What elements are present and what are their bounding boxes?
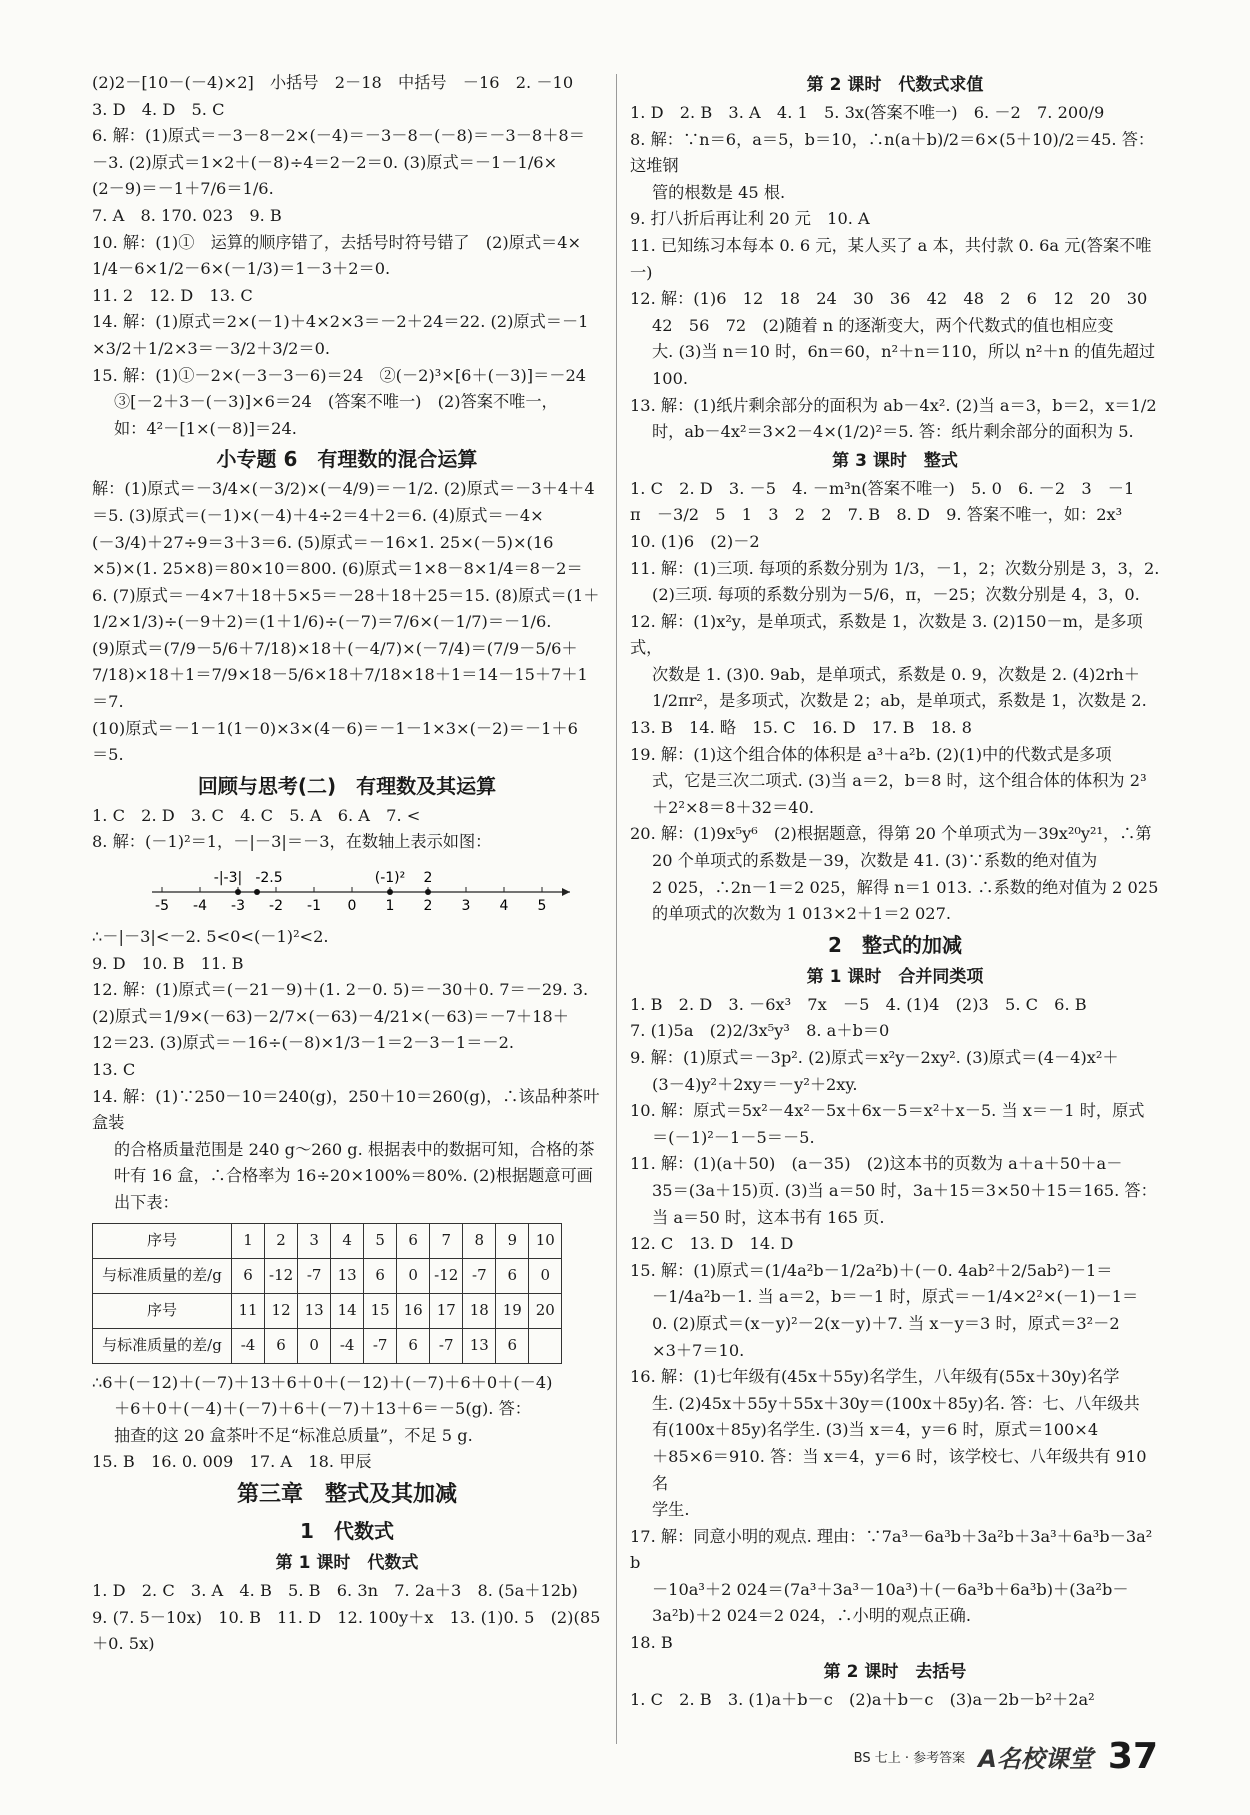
number-line-svg [142,858,602,920]
answer-line: 1. C 2. D 3. C 4. C 5. A 6. A 7. < [92,805,421,825]
answer-line: 11. 已知练习本每本 0. 6 元，某人买了 a 本，共付款 0. 6a 元(答案不唯一) [630,235,1152,282]
table-cell: -7 [364,1328,397,1363]
section-heading: 小专题 6 有理数的混合运算 [216,447,478,472]
column-divider [616,74,617,1744]
answer-line: ＝(－1)²－1－5＝－5. [652,1127,815,1147]
answer-line: 叶有 16 盒，∴合格率为 16÷20×100%＝80%. (2)根据题意可画 [114,1166,593,1186]
answer-line: 3. D 4. D 5. C [92,99,225,119]
table-cell: 7 [430,1223,463,1258]
answer-line: 35＝(3a＋15)页. (3)当 a＝50 时，3a＋15＝3×50＋15＝165. 答： [652,1180,1157,1200]
number-line-point-label: -2.5 [255,870,283,887]
table-cell: -4 [232,1328,265,1363]
answer-line: (2－9)＝－1＋7/6＝1/6. [92,179,274,199]
answer-line: 1. C 2. D 3. －5 4. －m³n(答案不唯一) 5. 0 6. －2 3 －1 [630,478,1135,498]
section-heading: 第 2 课时 去括号 [823,1661,967,1682]
answer-line: ×3/2＋1/2×3＝－3/2＋3/2＝0. [92,338,331,358]
answer-line: 11. 解：(1)(a＋50) (a－35) (2)这本书的页数为 a＋a＋50＋a－ [630,1154,1123,1174]
answer-line: 10. 解：(1)① 运算的顺序错了，去括号时符号错了 (2)原式＝4× [92,232,582,252]
answer-line: 0. (2)原式＝(x－y)²－2(x－y)＋7. 当 x－y＝3 时，原式＝3²－2 [652,1313,1120,1333]
table-cell: -12 [265,1258,298,1293]
answer-line: 20 个单项式的系数是－39，次数是 41. (3)∵系数的绝对值为 [652,851,1098,871]
answer-line: 12. C 13. D 14. D [630,1234,794,1254]
table-cell: 13 [298,1293,331,1328]
footer-brand-logo: A名校课堂 [978,1745,1093,1773]
right-column [630,70,1160,1713]
answer-line: 12. 解：(1)6 12 18 24 30 36 42 48 2 6 12 20 30 [630,289,1148,309]
table-cell: 20 [529,1293,562,1328]
answer-line: (9)原式＝(7/9－5/6＋7/18)×18＋(－4/7)×(－7/4)＝(7/9－5/6＋ [92,638,578,658]
table-cell: 18 [463,1293,496,1328]
answer-line: －1/4a²b－1. 当 a＝2，b＝－1 时，原式＝－1/4×2²×(－1)－1＝ [652,1287,1139,1307]
answer-line: 19. 解：(1)这个组合体的体积是 a³＋a²b. (2)(1)中的代数式是多项 [630,744,1112,764]
table-cell: 15 [364,1293,397,1328]
section-heading: 第 3 课时 整式 [832,450,958,471]
footer-subject: BS 七上 · 参考答案 [853,1751,966,1766]
table-row [93,1223,562,1258]
answer-line: 17. 解：同意小明的观点. 理由：∵7a³－6a³b＋3a²b＋3a³＋6a³b－3a²b [630,1526,1153,1573]
table-cell: 9 [496,1223,529,1258]
answer-line: π －3/2 5 1 3 2 2 7. B 8. D 9. 答案不唯一，如：2x³ [630,505,1123,525]
answer-line: 的合格质量范围是 240 g～260 g. 根据表中的数据可知，合格的茶 [114,1139,595,1159]
answer-line: 抽查的这 20 盒茶叶不足“标准总质量”，不足 5 g. [114,1425,473,1445]
number-line-point-label: (-1)² [374,870,406,887]
answer-line: (－3/4)＋27÷9＝3＋3＝6. (5)原式＝－16×1. 25×(－5)×(16 [92,532,554,552]
number-line-point [254,889,260,895]
table-cell: 6 [265,1328,298,1363]
answer-line: 12＝23. (3)原式＝－16÷(－8)×1/3－1＝2－3－1＝－2. [92,1033,515,1053]
answer-line: 3a²b)＋2 024＝2 024，∴小明的观点正确. [652,1606,972,1626]
answer-line: 1/2πr²，是多项式，次数是 2；ab，是单项式，系数是 1，次数是 2. [652,691,1147,711]
answer-line: 10. (1)6 (2)－2 [630,531,760,551]
table-cell: 1 [232,1223,265,1258]
answer-line: 1/4－6×1/2－6×(－1/3)＝1－3＋2＝0. [92,259,391,279]
table-cell: 6 [496,1328,529,1363]
section-heading: 回顾与思考(二) 有理数及其运算 [197,773,497,798]
answer-line: 20. 解：(1)9x⁵y⁶ (2)根据题意，得第 20 个单项式为－39x²⁰y²¹，∴第 [630,824,1152,844]
section-heading: 第 1 课时 代数式 [275,1552,419,1573]
number-line-tick-label: 1 [385,898,395,915]
answer-line: 7/18)×18＋1＝7/9×18－5/6×18＋7/18×18＋1＝14－15＋7＋1＝7. [92,665,588,712]
answer-line: ×5)×(1. 25×8)＝80×10＝800. (6)原式＝1×8－8×1/4＝8－2＝ [92,559,583,579]
answer-line: 13. 解：(1)纸片剩余部分的面积为 ab－4x². (2)当 a＝3，b＝2，x＝1/2 [630,395,1157,415]
table-cell: 16 [397,1293,430,1328]
answer-line: 11. 解：(1)三项. 每项的系数分别为 1/3，－1，2；次数分别是 3，3，2. [630,558,1160,578]
answer-line: ＋85×6＝910. 答：当 x＝4，y＝6 时，该学校七、八年级共有 910 名 [652,1446,1152,1493]
table-cell: 6 [496,1258,529,1293]
table-cell: 3 [298,1223,331,1258]
answer-line: 100. [652,368,689,388]
table-cell: 12 [265,1293,298,1328]
answer-line: (2)三项. 每项的系数分别为－5/6，π，－25；次数分别是 4，3，0. [652,585,1140,605]
section-heading: 第 2 课时 代数式求值 [806,75,984,95]
left-column [92,70,602,1658]
answer-line: 12. 解：(1)原式＝(－21－9)＋(1. 2－0. 5)＝－30＋0. 7＝－29. 3. [92,980,589,1000]
table-cell: 0 [529,1258,562,1293]
answer-line: 2 025，∴2n－1＝2 025，解得 n＝1 013. ∴系数的绝对值为 2 025 [652,877,1159,897]
table-row-header: 与标准质量的差/g [93,1258,232,1293]
table-cell: -7 [298,1258,331,1293]
table-cell: 6 [397,1223,430,1258]
table-cell [529,1328,562,1363]
number-line-arrow [562,888,570,896]
answer-line: 次数是 1. (3)0. 9ab，是单项式，系数是 0. 9，次数是 2. (4)2rh＋ [652,664,1140,684]
table-cell: -7 [430,1328,463,1363]
answer-line: 15. B 16. 0. 009 17. A 18. 甲辰 [92,1452,372,1472]
table-cell: 0 [397,1258,430,1293]
number-line-tick-label: -5 [155,898,169,915]
page-footer [854,1736,1158,1777]
answer-line: ∴6＋(－12)＋(－7)＋13＋6＋0＋(－12)＋(－7)＋6＋0＋(－4) [92,1372,553,1392]
answer-line: 的单项式的次数为 1 013×2＋1＝2 027. [652,904,952,924]
answer-line: 6. 解：(1)原式＝－3－8－2×(－4)＝－3－8－(－8)＝－3－8＋8＝ [92,126,585,146]
answer-line: 9. 打八折后再让利 20 元 10. A [630,209,870,229]
number-line-tick-label: 4 [499,898,509,915]
answer-line: 13. C [92,1060,136,1079]
answer-line: (10)原式＝－1－1(1－0)×3×(4－6)＝－1－1×3×(－2)＝－1＋6 [92,718,578,738]
answer-line: ＋2²×8＝8＋32＝40. [652,797,815,817]
section-heading: 2 整式的加减 [828,932,962,957]
number-line-point-label: 2 [423,870,433,887]
answer-line: 1/2×1/3)÷(－9＋2)＝(1＋1/6)÷(－7)＝7/6×(－1/7)＝－1/6. [92,612,552,632]
answer-line: ×3＋7＝10. [652,1340,745,1360]
answer-line: 15. 解：(1)原式＝(1/4a²b－1/2a²b)＋(－0. 4ab²＋2/5ab²)－1＝ [630,1260,1113,1280]
answer-line: 9. D 10. B 11. B [92,953,244,973]
table-cell: 4 [331,1223,364,1258]
answer-line: 式，它是三次二项式. (3)当 a＝2，b＝8 时，这个组合体的体积为 2³ [652,771,1147,791]
number-line-point [387,889,393,895]
number-line-tick-label: 3 [461,898,471,915]
answer-line: 16. 解：(1)七年级有(45x＋55y)名学生，八年级有(55x＋30y)名学 [630,1367,1120,1387]
answer-line: ＝5. [92,745,124,765]
table-cell: 6 [364,1258,397,1293]
tea-weight-table [92,1223,562,1364]
answer-line: 解：(1)原式＝－3/4×(－3/2)×(－4/9)＝－1/2. (2)原式＝－3＋4＋4 [92,479,595,499]
answer-line: 13. B 14. 略 15. C 16. D 17. B 18. 8 [630,718,972,738]
answer-line: (2)原式＝1/9×(－63)－2/7×(－63)－4/21×(－63)＝－7＋18＋ [92,1006,569,1026]
table-cell: 6 [397,1328,430,1363]
table-cell: 17 [430,1293,463,1328]
answer-line: ∴－|－3|<－2. 5<0<(－1)²<2. [92,927,329,947]
table-cell: 2 [265,1223,298,1258]
table-cell: 0 [298,1328,331,1363]
answer-line: 大. (3)当 n＝10 时，6n＝60，n²＋n＝110，所以 n²＋n 的值先超过 [652,342,1156,362]
table-cell: -4 [331,1328,364,1363]
answer-line: 11. 2 12. D 13. C [92,285,253,305]
table-row-header: 序号 [93,1223,232,1258]
table-cell: 14 [331,1293,364,1328]
answer-line: (2)2－[10－(－4)×2] 小括号 2－18 中括号 －16 2. －10 [92,73,574,92]
answer-line: 7. (1)5a (2)2/3x⁵y³ 8. a＋b＝0 [630,1021,890,1041]
answer-line: 有(100x＋85y)名学生. (3)当 x＝4，y＝6 时，原式＝100×4 [652,1420,1099,1440]
table-cell: 8 [463,1223,496,1258]
table-row-header: 序号 [93,1293,232,1328]
section-heading: 第 1 课时 合并同类项 [806,966,984,987]
answer-line: 时，ab－4x²＝3×2－4×(1/2)²＝5. 答：纸片剩余部分的面积为 5. [652,422,1134,442]
number-line-point [235,889,241,895]
table-cell: 13 [463,1328,496,1363]
number-line-point-label: -|-3| [213,870,243,887]
answer-line: 1. B 2. D 3. －6x³ 7x －5 4. (1)4 (2)3 5. C 6. B [630,994,1087,1014]
answer-line: ＋6＋0＋(－4)＋(－7)＋6＋(－7)＋13＋6＝－5(g). 答： [114,1399,531,1419]
table-cell: 13 [331,1258,364,1293]
table-row [93,1258,562,1293]
number-line-figure [142,858,602,920]
answer-line: ③[－2＋3－(－3)]×6＝24 (答案不唯一) (2)答案不唯一， [114,392,558,412]
answer-line: －10a³＋2 024＝(7a³＋3a³－10a³)＋(－6a³b＋6a³b)＋(3a²b－ [652,1579,1129,1599]
answer-line: 1. D 2. B 3. A 4. 1 5. 3x(答案不唯一) 6. －2 7. 200/9 [630,103,1105,122]
answer-line: －3. (2)原式＝1×2＋(－8)÷4＝2－2＝0. (3)原式＝－1－1/6× [92,152,558,172]
page-number: 37 [1107,1736,1158,1777]
answer-line: 6. (7)原式＝－4×7＋18＋5×5＝－28＋18＋25＝15. (8)原式＝(1＋ [92,585,600,605]
table-cell: 19 [496,1293,529,1328]
answer-line: 18. B [630,1633,673,1653]
number-line-tick-label: -3 [231,898,245,915]
table-cell: 5 [364,1223,397,1258]
answer-line: 当 a＝50 时，这本书有 165 页. [652,1207,885,1227]
answer-line: 15. 解：(1)①－2×(－3－3－6)＝24 ②(－2)³×[6＋(－3)]＝－24 [92,365,587,385]
table-row [93,1293,562,1328]
section-heading: 1 代数式 [300,1518,394,1543]
table-cell: -7 [463,1258,496,1293]
number-line-tick-label: -1 [307,898,321,915]
section-heading: 第三章 整式及其加减 [236,1481,457,1507]
table-cell: 10 [529,1223,562,1258]
table-cell: -12 [430,1258,463,1293]
answer-line: 1. D 2. C 3. A 4. B 5. B 6. 3n 7. 2a＋3 8. (5a＋12b) [92,1580,578,1600]
number-line-tick-label: -4 [193,898,207,915]
answer-line: 8. 解：∵n＝6，a＝5，b＝10，∴n(a＋b)/2＝6×(5＋10)/2＝45. 答：这堆钢 [630,129,1155,176]
table-cell: 6 [232,1258,265,1293]
number-line-point [425,889,431,895]
answer-line: 1. C 2. B 3. (1)a＋b－c (2)a＋b－c (3)a－2b－b²＋2a² [630,1689,1095,1709]
answer-line: 9. (7. 5－10x) 10. B 11. D 12. 100y＋x 13. (1)0. 5 (2)(85＋0. 5x) [92,1607,601,1654]
answer-line: 14. 解：(1)原式＝2×(－1)＋4×2×3＝－2＋24＝22. (2)原式＝－1 [92,312,589,332]
answer-line: 如：4²－[1×(－8)]＝24. [114,418,297,438]
table-row-header: 与标准质量的差/g [93,1328,232,1363]
answer-line: 管的根数是 45 根. [652,182,786,202]
answer-line: 12. 解：(1)x²y，是单项式，系数是 1，次数是 3. (2)150－m，是多项式， [630,611,1143,658]
answer-line: 学生. [652,1500,690,1520]
answer-line: 生. (2)45x＋55y＋55x＋30y＝(100x＋85y)名. 答：七、八年级共 [652,1393,1140,1413]
answer-line: 7. A 8. 170. 023 9. B [92,205,282,225]
table-cell: 11 [232,1293,265,1328]
answer-line: 9. 解：(1)原式＝－3p². (2)原式＝x²y－2xy². (3)原式＝(4－4)x²＋ [630,1048,1119,1067]
answer-line: 出下表： [114,1192,179,1212]
table-row [93,1328,562,1363]
answer-line: 14. 解：(1)∵250－10＝240(g)，250＋10＝260(g)，∴该品种茶叶盒装 [92,1086,600,1133]
answer-line: ＝5. (3)原式＝(－1)×(－4)＋4÷2＝4＋2＝6. (4)原式＝－4× [92,505,544,525]
number-line-tick-label: -2 [269,898,283,915]
answer-line: 8. 解：(－1)²＝1，－|－3|＝－3，在数轴上表示如图： [92,832,492,852]
answer-line: 10. 解：原式＝5x²－4x²－5x＋6x－5＝x²＋x－5. 当 x＝－1 时，原式 [630,1101,1145,1121]
number-line-tick-label: 0 [347,898,357,915]
answer-line: (3－4)y²＋2xy＝－y²＋2xy. [652,1074,858,1094]
number-line-tick-label: 5 [537,898,547,915]
number-line-tick-label: 2 [423,898,433,915]
answer-line: 42 56 72 (2)随着 n 的逐渐变大，两个代数式的值也相应变 [652,315,1114,335]
